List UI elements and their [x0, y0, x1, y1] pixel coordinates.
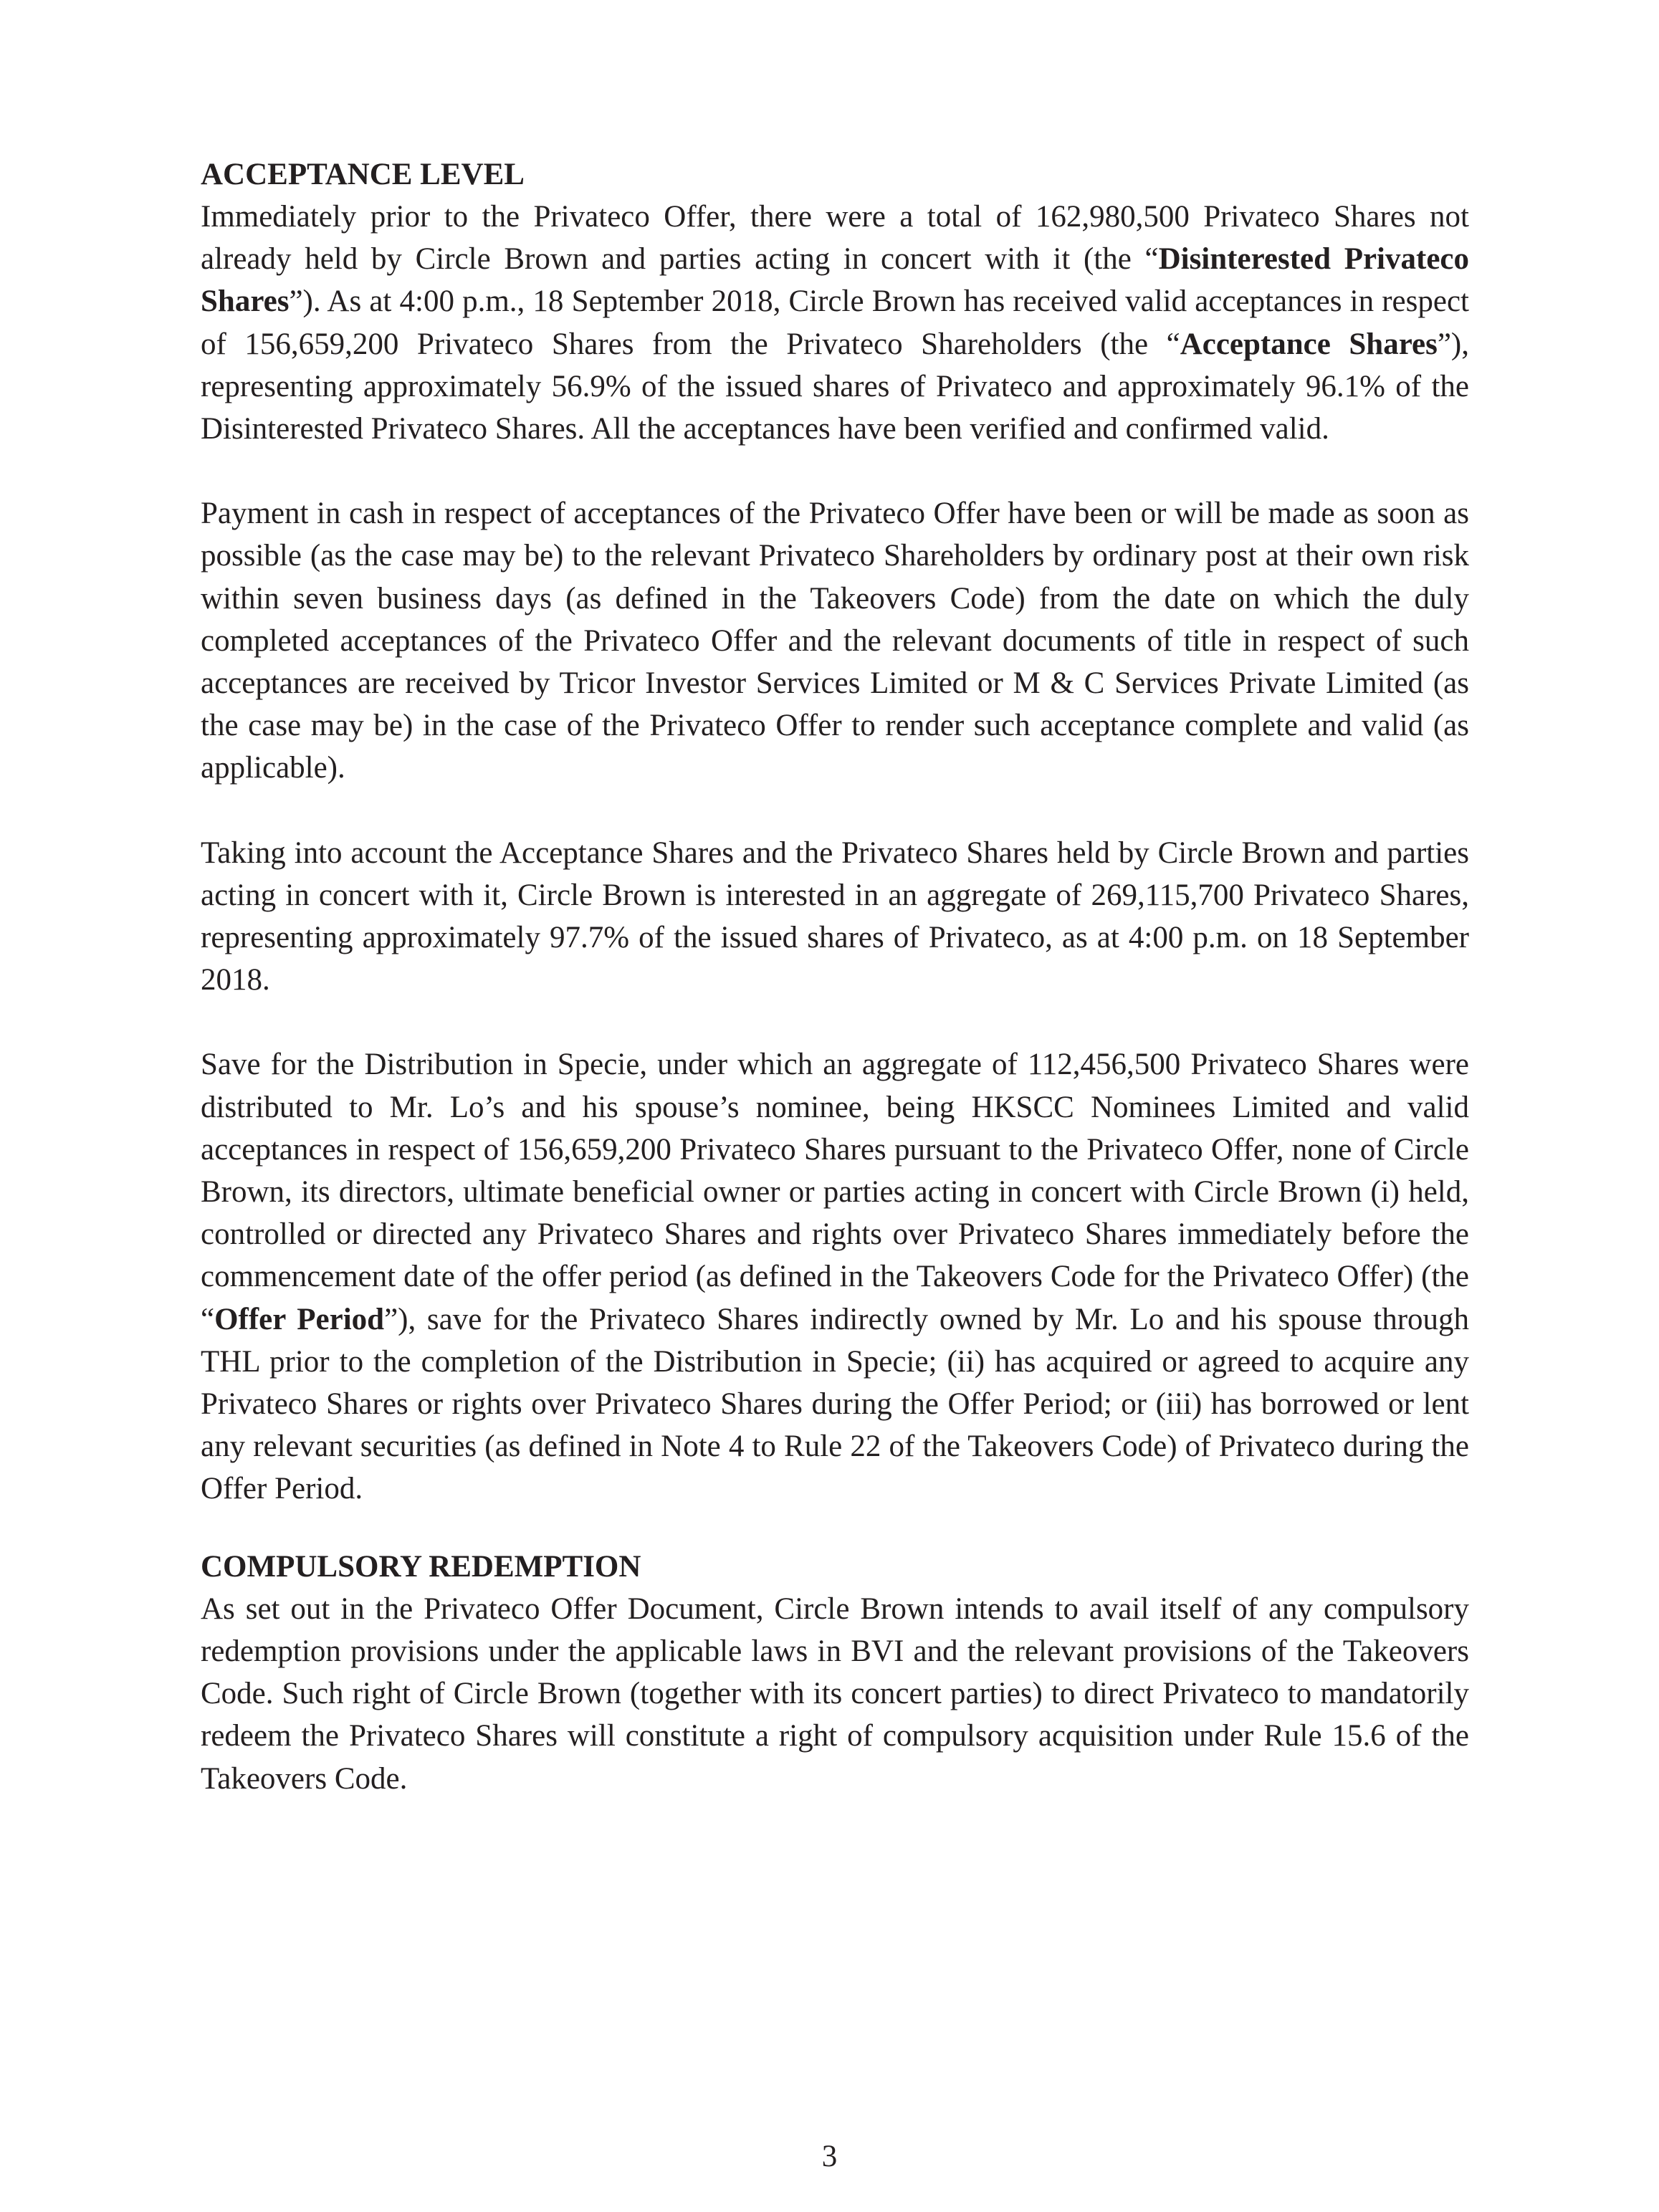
paragraph-distribution-in-specie	[201, 1043, 1469, 1510]
paragraph-payment: Payment in cash in respect of acceptances of the Privateco Offer have been or will be made as soon as possible (as the case may be) to the relevant Privateco Shareholders by ordinary post at their own risk within seven business days (as defined in the Takeovers Code) from the date on which the duly completed acceptances of the Privateco Offer and the relevant documents of title in respect of such acceptances are received by Tricor Investor Services Limited or M & C Services Private Limited (as the case may be) in the case of the Privateco Offer to render such acceptance complete and valid (as applicable).	[201, 497, 1469, 785]
text-run: Immediately prior to the Privateco Offer, there were a total of 162,980,500 Privateco Shares not already held by Circle Brown and parties acting in concert with it (the “	[201, 200, 1469, 277]
document-page	[201, 154, 1469, 1800]
text-run: ”), representing approximately 56.9% of the issued shares of Privateco and approximately 96.1% of the Disinterested Privateco Shares. All the acceptances have been verified and confirmed valid.	[201, 327, 1469, 446]
text-run: ”). As at 4:00 p.m., 18 September 2018, Circle Brown has received valid acceptances in respect of 156,659,200 Privateco Shares from the Privateco Shareholders (the “	[201, 284, 1469, 361]
defined-term-acceptance-shares: Acceptance Shares	[1180, 327, 1438, 361]
text-run: ”), save for the Privateco Shares indirectly owned by Mr. Lo and his spouse through THL prior to the completion of the Distribution in Specie; (ii) has acquired or agreed to acquire any Privateco Shares or rights over Privateco Shares during the Offer Period; or (iii) has borrowed or lent any relevant securities (as defined in Note 4 to Rule 22 of the Takeovers Code) of Privateco during the Offer Period.	[201, 1302, 1470, 1506]
page-number: 3	[821, 2140, 838, 2173]
paragraph-aggregate-interest: Taking into account the Acceptance Shares and the Privateco Shares held by Circle Brown and parties acting in concert with it, Circle Brown is interested in an aggregate of 269,115,700 Privateco Shares, representing approximately 97.7% of the issued shares of Privateco, as at 4:00 p.m. on 18 September 2018.	[201, 836, 1469, 997]
paragraph-acceptance-summary	[201, 196, 1469, 450]
defined-term-disinterested-privateco-shares: Disinterested Privateco Shares	[201, 242, 1469, 319]
text-run: Save for the Distribution in Specie, under which an aggregate of 112,456,500 Privateco Shares were distributed to Mr. Lo’s and his spouse’s nominee, being HKSCC Nominees Limited and valid acceptances in respect of 156,659,200 Privateco Shares pursuant to the Privateco Offer, none of Circle Brown, its directors, ultimate beneficial owner or parties acting in concert with Circle Brown (i) held, controlled or directed any Privateco Shares and rights over Privateco Shares immediately before the commencement date of the offer period (as defined in the Takeovers Code for the Privateco Offer) (the “	[201, 1048, 1469, 1336]
paragraph-compulsory-redemption: As set out in the Privateco Offer Document, Circle Brown intends to avail itself of any compulsory redemption provisions under the applicable laws in BVI and the relevant provisions of the Takeovers Code. Such right of Circle Brown (together with its concert parties) to direct Privateco to mandatorily redeem the Privateco Shares will constitute a right of compulsory acquisition under Rule 15.6 of the Takeovers Code.	[201, 1591, 1469, 1796]
defined-term-offer-period: Offer Period	[214, 1302, 385, 1336]
section-heading-acceptance-level: ACCEPTANCE LEVEL	[201, 158, 525, 191]
section-heading-compulsory-redemption: COMPULSORY REDEMPTION	[201, 1549, 641, 1584]
